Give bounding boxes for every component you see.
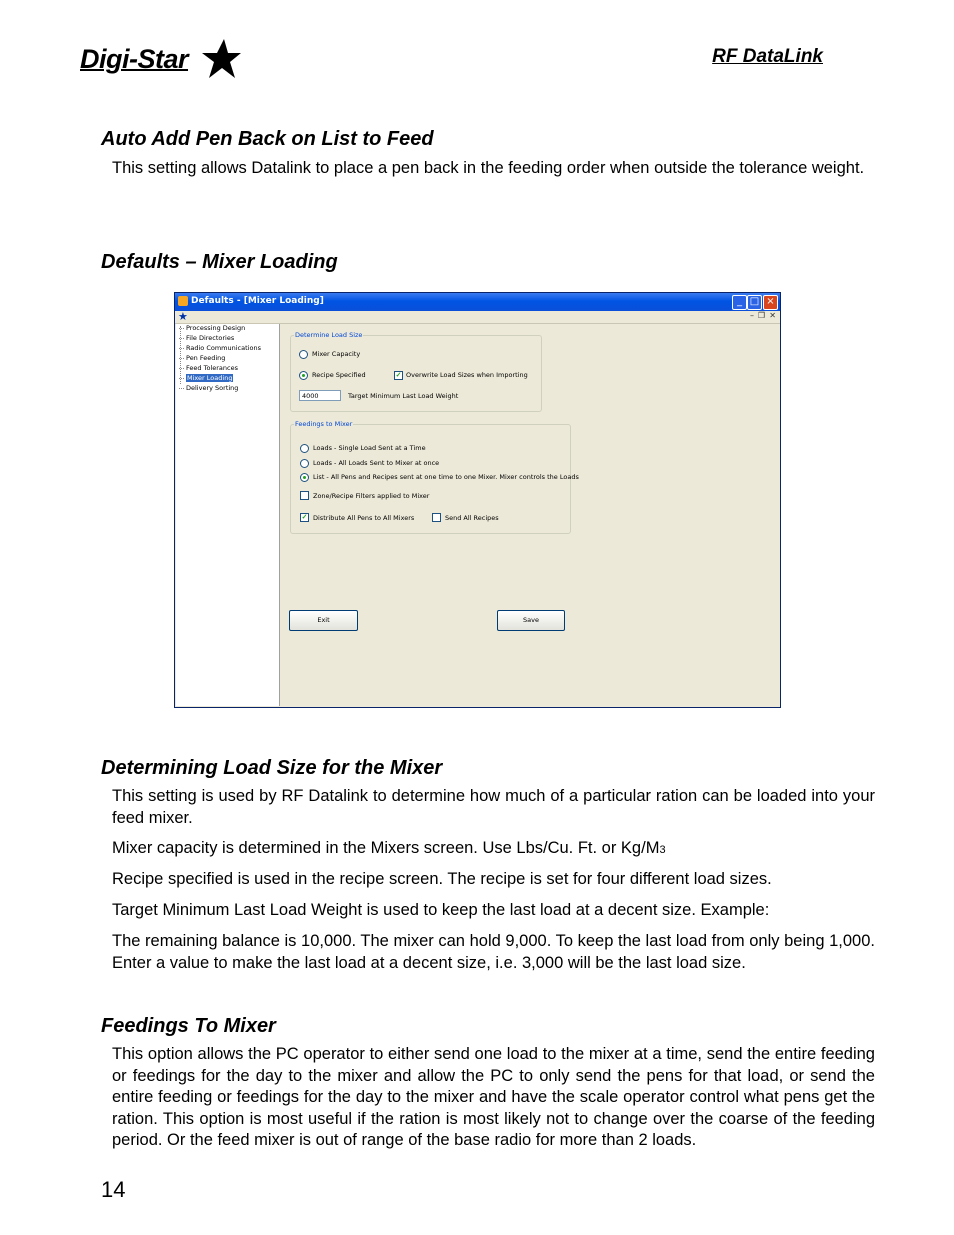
- determining-p2: [112, 838, 875, 862]
- feedings-body: This option allows the PC operator to either send one load to the mixer at a time, send the entire feeding or feedings for the day to the mixer and allow the PC to only send the pens for that load, or send the entire feeding or feedings for the day to the mixer and have the scale operator control what pens get the ration. This option is most useful if the ration is most likely not to change over the coarse of the feeding period. Or the feed mixer is out of range of the base radio for more than 2 loads.: [112, 1045, 875, 1149]
- determining-p4: Target Minimum Last Load Weight is used to keep the last load at a decent size. Example:: [112, 901, 770, 919]
- exit-button[interactable]: Exit: [289, 610, 358, 631]
- document-title: RF DataLink: [712, 46, 823, 67]
- all-loads-radio[interactable]: [300, 459, 309, 468]
- save-button[interactable]: Save: [497, 610, 565, 631]
- determining-p1: This setting is used by RF Datalink to determine how much of a particular ration can be loaded into your feed mixer.: [112, 787, 875, 827]
- target-weight-label: Target Minimum Last Load Weight: [348, 392, 459, 400]
- zone-filter-label: Zone/Recipe Filters applied to Mixer: [313, 492, 430, 500]
- list-label: List - All Pens and Recipes sent at one time to one Mixer. Mixer controls the Loads: [313, 473, 579, 481]
- zone-filter-checkbox[interactable]: [300, 491, 309, 500]
- settings-tree: [176, 324, 280, 706]
- determining-p2-sub: 3: [659, 844, 666, 856]
- page-number: 14: [101, 1177, 126, 1202]
- mdi-close-icon[interactable]: ✕: [769, 311, 776, 320]
- single-load-label: Loads - Single Load Sent at a Time: [313, 444, 426, 452]
- determining-p5: The remaining balance is 10,000. The mixer can hold 9,000. To keep the last load from only being 1,000. Enter a value to make the last load at a decent size, i.e. 3,000 will be the last load size.: [112, 932, 875, 972]
- auto-add-heading: Auto Add Pen Back on List to Feed: [101, 128, 434, 150]
- star-icon: ★: [178, 311, 188, 323]
- tree-item-feed-tolerances[interactable]: Feed Tolerances: [186, 364, 238, 372]
- load-size-legend: Determine Load Size: [295, 331, 363, 339]
- star-icon: [198, 38, 242, 80]
- tree-connector: [180, 326, 181, 384]
- distribute-checkbox[interactable]: ✓: [301, 514, 308, 521]
- window-titlebar: [175, 293, 780, 311]
- determining-p2-main: Mixer capacity is determined in the Mixers screen. Use Lbs/Cu. Ft. or Kg/M: [112, 839, 660, 857]
- tree-item-radio-communications[interactable]: Radio Communications: [186, 344, 261, 352]
- auto-add-body: This setting allows Datalink to place a pen back in the feeding order when outside the tolerance weight.: [112, 159, 865, 177]
- all-loads-label: Loads - All Loads Sent to Mixer at once: [313, 459, 440, 467]
- logo-text: Digi-Star: [80, 44, 189, 74]
- mdi-restore-icon[interactable]: ❐: [757, 311, 765, 320]
- determining-p3: Recipe specified is used in the recipe screen. The recipe is set for four different load sizes.: [112, 870, 772, 888]
- app-icon: [178, 296, 188, 306]
- mdi-menubar: [175, 311, 780, 324]
- send-all-recipes-checkbox[interactable]: [432, 513, 441, 522]
- mdi-minimize-icon[interactable]: –: [750, 311, 754, 320]
- tree-item-processing-design[interactable]: Processing Design: [186, 324, 246, 332]
- target-weight-input[interactable]: 4000: [299, 390, 341, 401]
- feedings-legend: Feedings to Mixer: [295, 420, 353, 428]
- defaults-window-screenshot: [174, 292, 781, 708]
- tree-item-delivery-sorting[interactable]: Delivery Sorting: [186, 384, 239, 392]
- minimize-icon[interactable]: _: [732, 295, 747, 310]
- defaults-heading: Defaults – Mixer Loading: [101, 251, 338, 273]
- tree-item-pen-feeding[interactable]: Pen Feeding: [186, 354, 226, 362]
- send-all-recipes-label: Send All Recipes: [445, 514, 499, 522]
- determining-heading: Determining Load Size for the Mixer: [101, 757, 443, 779]
- window-title: Defaults - [Mixer Loading]: [191, 296, 324, 306]
- feedings-heading: Feedings To Mixer: [101, 1015, 276, 1037]
- tree-item-mixer-loading[interactable]: Mixer Loading: [187, 374, 233, 382]
- mixer-capacity-label: Mixer Capacity: [312, 350, 361, 358]
- maximize-icon[interactable]: □: [747, 295, 762, 310]
- overwrite-label: Overwrite Load Sizes when Importing: [406, 371, 528, 379]
- recipe-specified-radio[interactable]: [299, 371, 308, 380]
- overwrite-checkbox[interactable]: ✓: [395, 372, 402, 379]
- single-load-radio[interactable]: [300, 444, 309, 453]
- mixer-capacity-radio[interactable]: [299, 350, 308, 359]
- recipe-specified-label: Recipe Specified: [312, 371, 366, 379]
- list-radio[interactable]: [300, 473, 309, 482]
- tree-item-file-directories[interactable]: File Directories: [186, 334, 235, 342]
- close-icon[interactable]: ×: [763, 295, 778, 310]
- distribute-label: Distribute All Pens to All Mixers: [313, 514, 415, 522]
